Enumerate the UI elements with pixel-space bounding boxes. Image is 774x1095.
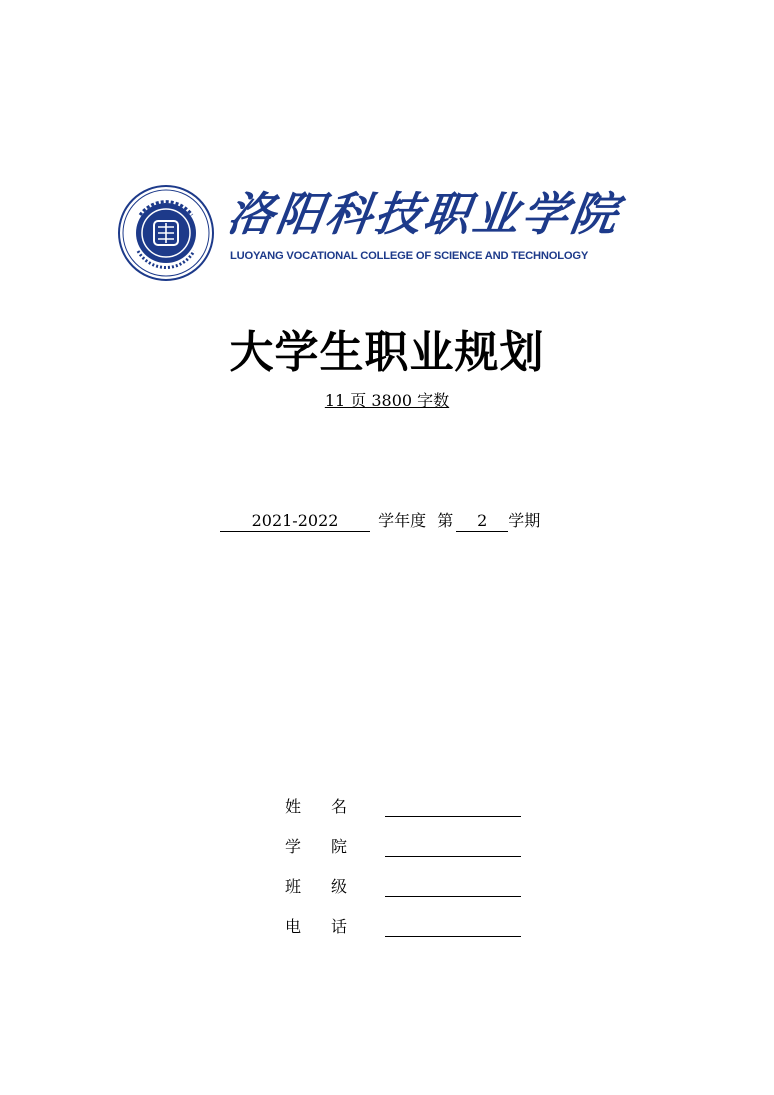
field-label-char: 班 bbox=[285, 877, 302, 896]
name-blank-line bbox=[385, 816, 521, 817]
year-label: 学年度 bbox=[378, 511, 427, 530]
page-word-count: 11 页 3800 字数 bbox=[324, 391, 450, 410]
college-field-row bbox=[285, 834, 525, 860]
field-label-char: 院 bbox=[331, 837, 348, 856]
class-blank-line bbox=[385, 896, 521, 897]
academic-year-field: 2021-2022 bbox=[220, 511, 370, 532]
phone-field-row bbox=[285, 914, 525, 940]
document-title: 大学生职业规划 bbox=[229, 327, 545, 378]
academic-term-line bbox=[220, 509, 540, 533]
phone-blank-line bbox=[385, 936, 521, 937]
semester-suffix: 学期 bbox=[508, 511, 541, 530]
field-label-char: 电 bbox=[285, 917, 302, 936]
name-field-row bbox=[285, 794, 525, 820]
college-blank-line bbox=[385, 856, 521, 857]
college-name-en: LUOYANG VOCATIONAL COLLEGE OF SCIENCE AND TECHNOLOGY bbox=[230, 250, 589, 262]
field-label-char: 名 bbox=[331, 797, 348, 816]
semester-prefix: 第 bbox=[437, 511, 454, 530]
field-label-char: 学 bbox=[285, 837, 302, 856]
field-label-char: 话 bbox=[331, 917, 348, 936]
semester-field: 2 bbox=[456, 511, 508, 532]
document-subtitle bbox=[0, 390, 774, 412]
college-seal-icon bbox=[118, 185, 214, 281]
class-field-row bbox=[285, 874, 525, 900]
college-name-cn: 洛阳科技职业学院 bbox=[224, 187, 624, 241]
field-label-char: 级 bbox=[331, 877, 348, 896]
field-label-char: 姓 bbox=[285, 797, 302, 816]
